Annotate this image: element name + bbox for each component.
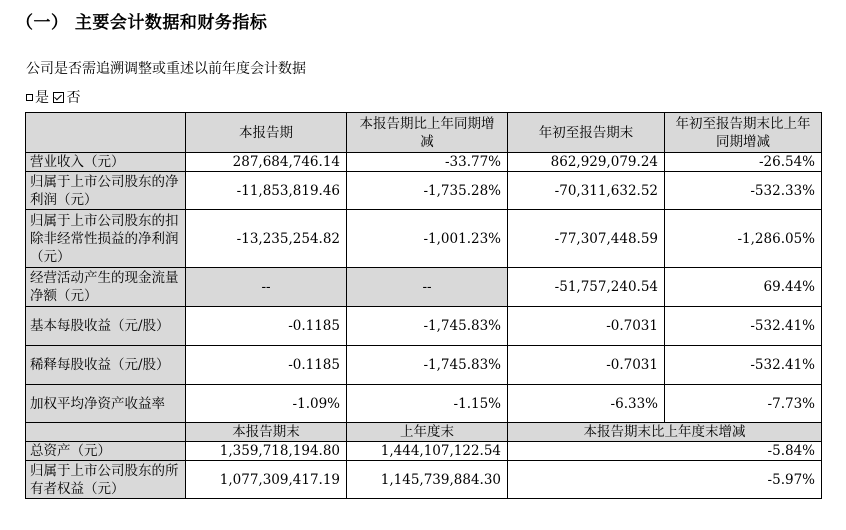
table-cell: -51,757,240.54 [508,268,665,307]
header-cell: 年初至报告期末 [508,113,665,153]
header-cell: 本报告期末 [186,423,347,442]
table-row [26,385,822,423]
table-cell: 862,929,079.24 [508,153,665,172]
row-label: 稀释每股收益（元/股） [26,346,186,385]
table-cell: 287,684,746.14 [186,153,347,172]
table-cell: 1,444,107,122.54 [347,442,508,461]
table-cell: -- [347,268,508,307]
table-row [26,268,822,307]
table-cell: -13,235,254.82 [186,210,347,268]
table-row [26,210,822,268]
table-header-row [26,113,822,153]
table-row [26,153,822,172]
table-cell: -532.41% [665,307,822,346]
row-label: 加权平均净资产收益率 [26,385,186,423]
no-label: 否 [66,90,81,106]
table-cell: -1,745.83% [347,346,508,385]
no-checkbox[interactable] [53,92,64,103]
table-cell: -33.77% [347,153,508,172]
header-cell: 本报告期比上年同期增减 [347,113,508,153]
table-cell: 1,359,718,194.80 [186,442,347,461]
table-cell: -70,311,632.52 [508,172,665,210]
row-label: 总资产（元） [26,442,186,461]
table-cell: -- [186,268,347,307]
table-row [26,442,822,461]
table-cell: -6.33% [508,385,665,423]
restatement-question: 公司是否需追溯调整或重述以前年度会计数据 [26,61,306,77]
row-label: 归属于上市公司股东的净利润（元） [26,172,186,210]
table-row [26,346,822,385]
table-cell: -77,307,448.59 [508,210,665,268]
table-row [26,461,822,499]
yes-label: 是 [35,90,49,106]
table-cell: -532.33% [665,172,822,210]
table-cell: -0.1185 [186,346,347,385]
table-cell: -1.09% [186,385,347,423]
restatement-options [26,87,80,107]
table-cell: -26.54% [665,153,822,172]
table-cell: -0.7031 [508,307,665,346]
row-label: 营业收入（元） [26,153,186,172]
table-cell: -5.84% [508,442,822,461]
table-cell: -532.41% [665,346,822,385]
table-cell: -1,745.83% [347,307,508,346]
table-cell: 69.44% [665,268,822,307]
table-cell: -0.1185 [186,307,347,346]
table-cell: -11,853,819.46 [186,172,347,210]
header-cell: 本报告期 [186,113,347,153]
yes-checkbox[interactable] [26,94,33,101]
table-cell: -1,735.28% [347,172,508,210]
row-label: 基本每股收益（元/股） [26,307,186,346]
table-row [26,172,822,210]
section-title: （一） 主要会计数据和财务指标 [16,13,268,33]
financial-data-table [25,112,822,499]
table-subheader-row [26,423,822,442]
row-label: 归属于上市公司股东的所有者权益（元） [26,461,186,499]
table-cell: -7.73% [665,385,822,423]
table-cell: 1,145,739,884.30 [347,461,508,499]
table-row [26,307,822,346]
table-cell: -1,001.23% [347,210,508,268]
header-cell [26,113,186,153]
row-label: 经营活动产生的现金流量净额（元） [26,268,186,307]
table-cell: -0.7031 [508,346,665,385]
header-cell: 上年度末 [347,423,508,442]
table-cell: -5.97% [508,461,822,499]
header-cell [26,423,186,442]
header-cell: 本报告期末比上年度末增减 [508,423,822,442]
table-cell: -1,286.05% [665,210,822,268]
table-cell: -1.15% [347,385,508,423]
table-cell: 1,077,309,417.19 [186,461,347,499]
row-label: 归属于上市公司股东的扣除非经常性损益的净利润（元） [26,210,186,268]
header-cell: 年初至报告期末比上年同期增减 [665,113,822,153]
